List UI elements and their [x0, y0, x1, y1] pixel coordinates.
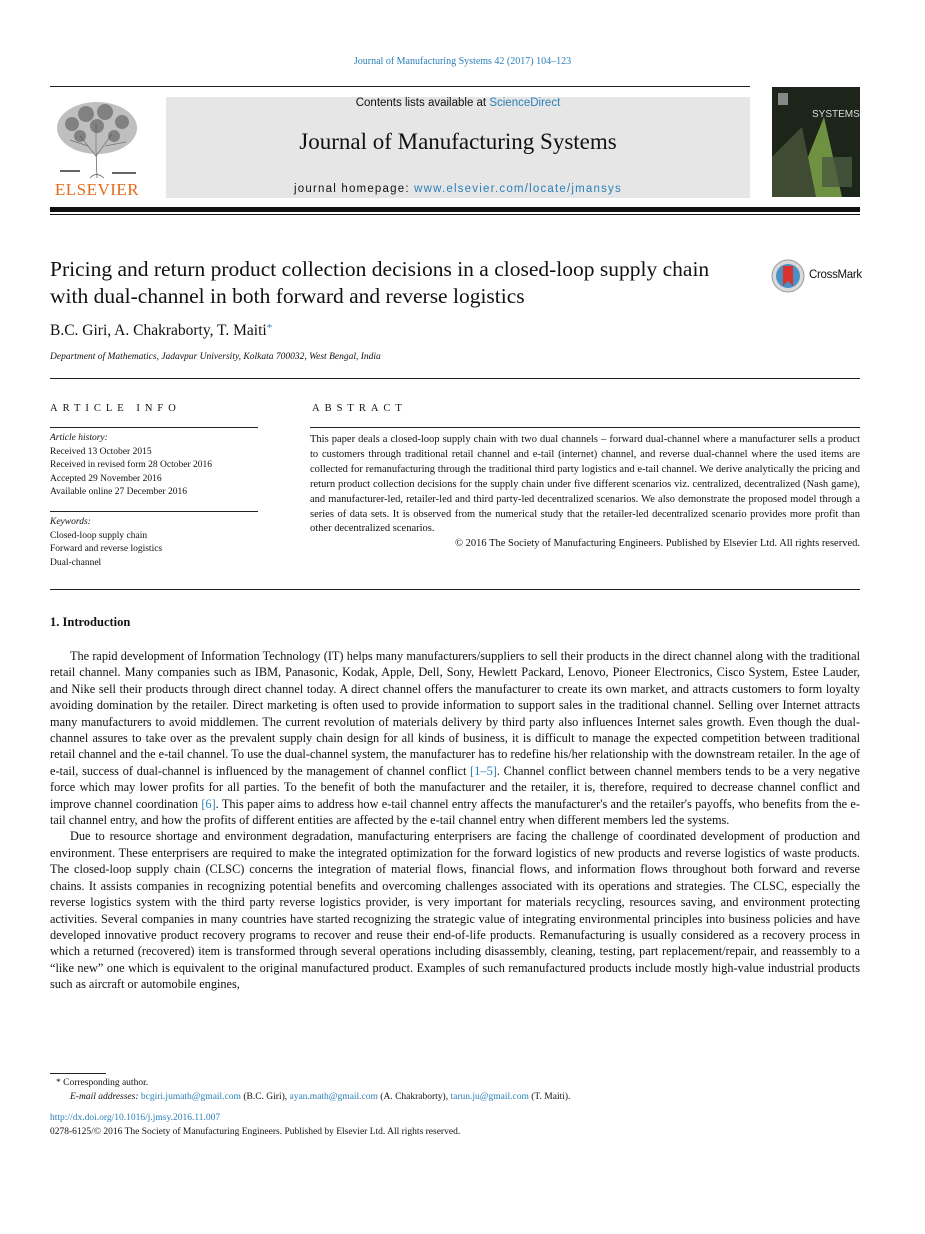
- email-link[interactable]: ayan.math@gmail.com: [289, 1091, 378, 1102]
- article-info-heading: ARTICLE INFO: [50, 403, 181, 414]
- keywords-rule: [50, 511, 258, 512]
- abstract-bottom-rule: [50, 589, 860, 590]
- email-addresses: E-mail addresses: bcgiri.jumath@gmail.com (B.C. Giri), ayan.math@gmail.com (A. Chakraborty), tarun.ju@gmail.com (T. Maiti).: [70, 1091, 571, 1102]
- affiliation: Department of Mathematics, Jadavpur University, Kolkata 700032, West Bengal, India: [50, 352, 381, 362]
- introduction-heading: 1. Introduction: [50, 615, 131, 629]
- email-link[interactable]: bcgiri.jumath@gmail.com: [140, 1091, 241, 1102]
- abstract-heading: ABSTRACT: [312, 403, 407, 414]
- header-thin-rule: [50, 214, 860, 215]
- abstract-text: This paper deals a closed-loop supply chain with two dual channels – forward dual-channel where a manufacturer sells a product to customers through traditional retail channel and e-tail (internet) channel, and reverse dual-channel where the used items are collected for remanufacturing through the traditional third party logistics and e-tail channel. We derive analytically the pricing and return product collection decisions for the supply chain under five different scenarios viz. centralized, decentralized (Nash game), and manufacturer-led, retailer-led and third party-led decentralized scenarios. We also demonstrate the proposed model through a series of data sets. It is observed from the numerical study that the retailer-led decentralized scenario provides more profit than other decentralized scenarios.: [310, 434, 860, 535]
- article-history: Article history: Received 13 October 2015 Received in revised form 28 October 2016 Accepted 29 November 2016 Available online 27 December 2016: [50, 432, 212, 500]
- crossmark-badge[interactable]: [771, 259, 863, 293]
- history-item: Available online 27 December 2016: [50, 487, 187, 497]
- author-list: B.C. Giri, A. Chakraborty, T. Maiti*: [50, 322, 273, 339]
- introduction-body: [50, 648, 860, 993]
- abstract-copyright: © 2016 The Society of Manufacturing Engineers. Published by Elsevier Ltd. All rights reserved.: [455, 538, 860, 550]
- abstract-body: [310, 433, 860, 552]
- paragraph: Due to resource shortage and environment degradation, manufacturing enterprisers are facing the challenge of coordinated development of production and environment. These enterprisers are required to make the integrated optimization for the forward logistics of new products and reverse logistics of waste products. The closed-loop supply chain (CLSC) concerns the integration of material flows, financial flows, and information flows throughout both forward and reverse chains. It assists companies in recognizing potential benefits and overcoming challenges associated with its operations and strategies. The CLSC, especially the reverse logistics system with the third party reverse logistics provider, is very important for materials recycling, resources saving, and environment protecting activities. Several companies in many countries have started recognizing the strategic value of integrating environmental principles into business policies and have developed innovative product recovery programs to recover and reuse their end-of-life products. Remanufacturing is usually considered as a recovery process in which a returned (recovered) item is transformed through several operations including disassembly, cleaning, testing, part replacement/repair, and reassembly to a “like new” one which is equivalent to the original manufactured product. Examples of such remanufactured products include mostly high-value industrial products such as aircraft or automobile engines,: [50, 829, 860, 992]
- history-item: Accepted 29 November 2016: [50, 473, 162, 484]
- footnotes: [50, 1077, 570, 1139]
- journal-title: Journal of Manufacturing Systems: [299, 129, 617, 154]
- header-thick-rule: [50, 207, 860, 212]
- article-info-rule: [50, 427, 258, 428]
- cover-title: SYSTEMS: [812, 109, 860, 120]
- history-item: Received 13 October 2015: [50, 446, 152, 457]
- doi-link[interactable]: http://dx.doi.org/10.1016/j.jmsy.2016.11.007: [50, 1113, 221, 1123]
- homepage-link[interactable]: www.elsevier.com/locate/jmansys: [414, 183, 622, 195]
- corresponding-author-mark[interactable]: *: [266, 322, 273, 334]
- keyword: Forward and reverse logistics: [50, 544, 163, 554]
- journal-cover-image: [772, 87, 860, 197]
- header-rule: [50, 86, 750, 87]
- journal-homepage: journal homepage: www.elsevier.com/locate/jmansys: [294, 183, 622, 195]
- title-bottom-rule: [50, 378, 860, 379]
- reference-link[interactable]: [6]: [201, 796, 216, 811]
- article-title: Pricing and return product collection decisions in a closed-loop supply chain with dual-channel in both forward and reverse logistics: [50, 257, 710, 308]
- cover-art-icon: [772, 87, 860, 197]
- citation-link[interactable]: Journal of Manufacturing Systems 42 (2017) 104–123: [353, 56, 572, 67]
- contents-line: Contents lists available at ScienceDirect: [355, 97, 561, 109]
- issn-line: 0278-6125/© 2016 The Society of Manufacturing Engineers. Published by Elsevier Ltd. All rights reserved.: [50, 1126, 461, 1137]
- reference-link[interactable]: [1–5]: [470, 763, 497, 778]
- keyword: Closed-loop supply chain: [50, 530, 148, 541]
- paragraph: The rapid development of Information Technology (IT) helps many manufacturers/suppliers to sell their products in the direct channel along with the traditional retail channel. Many companies such as IBM, Panasonic, Kodak, Apple, Dell, Sony, Hewlett Packard, Lenovo, Pioneer Electronics, Cisco System, Estee Lauder, and Nike sell their products through direct channel today. A direct channel offers the manufacturer to create its own market, and attracts customers to form loyalty avoiding domination by the retailer. Direct marketing is often used to provide information to support sales in the traditional channel. Selling over Internet attracts many manufacturers to avoid middlemen. The current revolution of materials delivery by third party also influences Internet sales growth. Even though the dual-channel assures to take over as the prevalent supply chain design for all kinds of business, it is difficult to manage the expected competition between traditional retail channel and the e-tail channel. To use the dual-channel system, the manufacturer has to redefine his/her relationship with the downstream retailer. In the age of e-tail, success of dual-channel is influenced by the management of channel conflict [1–5]. Channel conflict between channel members tends to be a very negative force which may lower profits for all parties. To the benefit of both the manufacturer and the retailer, it is, therefore, required to decrease channel conflict and improve channel coordination [6]. This paper aims to address how e-tail channel entry affects the manufacturer's and the retailer's payoffs, who benefits from the e-tail channel entry, and how the profits of different entities are affected by the e-tail channel entry when different members led the systems.: [50, 649, 860, 828]
- crossmark-label[interactable]: CrossMark: [809, 269, 862, 281]
- history-item: Received in revised form 28 October 2016: [50, 460, 212, 470]
- journal-masthead: [166, 97, 750, 198]
- keywords: Keywords: Closed-loop supply chain Forward and reverse logistics Dual-channel: [50, 516, 162, 570]
- keyword: Dual-channel: [50, 557, 102, 568]
- journal-citation[interactable]: [0, 56, 925, 67]
- email-link[interactable]: tarun.ju@gmail.com: [450, 1091, 529, 1102]
- sciencedirect-link[interactable]: ScienceDirect: [489, 97, 561, 109]
- footnote-rule: [50, 1073, 106, 1074]
- elsevier-wordmark: ELSEVIER: [54, 180, 140, 199]
- abstract-rule: [310, 427, 860, 428]
- crossmark-icon[interactable]: [771, 259, 807, 295]
- corresponding-author-note: * Corresponding author.: [56, 1078, 149, 1088]
